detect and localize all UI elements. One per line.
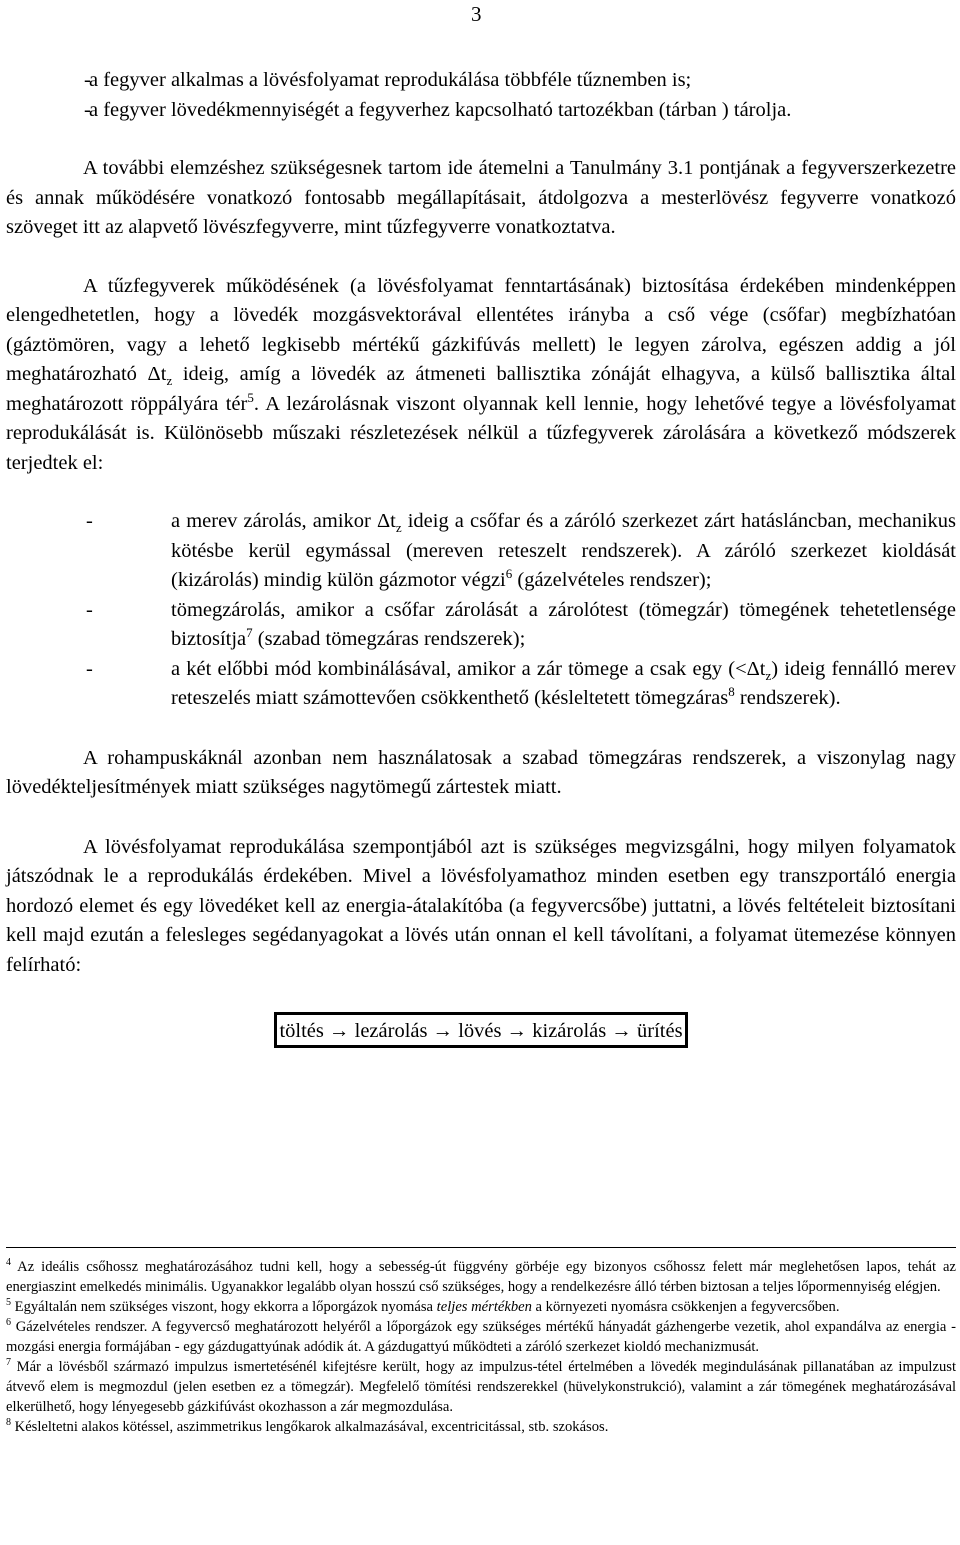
- list-item: - a két előbbi mód kombinálásával, amikor a zár tömege a csak egy $(<\Delta t_z)$ ideig fennálló merev reteszelés miatt számottevően csökkenthető (késleltetett tömegzáras$^8$ rendszerek).: [6, 655, 956, 714]
- process-formula: [6, 1012, 956, 1048]
- footnotes: [6, 1257, 956, 1437]
- list-item: [6, 66, 956, 96]
- paragraph-2: A tűzfegyverek működésének (a lövésfolyamat fenntartásának) biztosítása érdekében mindenképpen elengedhetetlen, hogy a lövedék mozgásvektorával ellentétes irányba a cső vége (csőfar) megbízhatóan (gáztömören, vagy a lehető legkisebb mértékű gázkifúvás mellett) le legyen zárolva, egészen addig a jól meghatározható $\Delta t_z$ ideig, amíg a lövedék az átmeneti ballisztika zónáját elhagyva, a külső ballisztika által meghatározott röppályára tér$^5$. A lezárolásnak viszont olyannak kell lennie, hogy lehetővé tegye a lövésfolyamat reprodukálását is. Különösebb műszaki részletezések nélkül a tűzfegyverek zárolására a következő módszerek terjedtek el:: [6, 274, 956, 474]
- paragraph-4: A lövésfolyamat reprodukálása szempontjából azt is szükséges megvizsgálni, hogy milyen folyamatok játszódnak le a reprodukálás érdekében. Mivel a lövésfolyamathoz minden esetben egy transzportáló energia hordozó elemet és egy lövedéket kell az energia-átalakítóba (a fegyvercsőbe) juttatni, a lövés feltételeit biztosítani kell majd ezután a felesleges segédanyagokat a lövés után onnan el kell távolítani, a folyamat ütemezése könnyen felírható:: [6, 835, 956, 976]
- arrow-icon: →: [329, 1020, 350, 1042]
- list-item-text: a fegyver alkalmas a lövésfolyamat reprodukálása többféle tűznemben is;: [89, 69, 692, 91]
- list-dash: -: [86, 598, 93, 621]
- formula-step: lezárolás: [354, 1020, 428, 1042]
- footnote-5: $^5$ Egyáltalán nem szükséges viszont, hogy ekkorra a lőporgázok nyomása teljes mértékben a környezeti nyomásra csökkenjen a fegyvercsőben.: [6, 1297, 840, 1315]
- footnote-8: $^8$ Késleltetni alakos kötéssel, aszimmetrikus lengőkarok alkalmazásával, excentricitással, stb. szokásos.: [6, 1417, 609, 1435]
- list-dash: -: [84, 98, 91, 121]
- method-list: [6, 507, 956, 714]
- footnote-7: $^7$ Már a lövésből származó impulzus ismertetésénél kifejtésre került, hogy az impulzus-tétel értelmében a lövedék megindulásának pillanatában az impulzust átvevő elem is megmozdul (jelen esetben ez a tömegzár). Megfelelő tömítési rendszerekkel (hüvelykonstrukció), valamint a zár tömegének meghatározásával elkerülhető, hogy lényegesebb gázkifúvást okozhasson a zár megmozdulása.: [6, 1357, 956, 1415]
- list-dash: -: [86, 510, 93, 532]
- requirement-list: [6, 66, 956, 125]
- footnote-6: $^6$ Gázelvételes rendszer. A fegyvercső meghatározott helyéről a lőporgázok egy szükséges mértékű hányadát gázhengerbe vezetik, ahol expandálva az energia - mozgási energia formájában - egy gázdugattyúnak adódik át. A gázdugattyú működteti a záróló szerkezet kioldó mechanizmusát.: [6, 1317, 956, 1355]
- list-item-text: a fegyver lövedékmennyiségét a fegyverhez kapcsolható tartozékban (tárban ) tárolja.: [89, 98, 792, 121]
- footnote-separator: [6, 1247, 956, 1248]
- formula-step: töltés: [279, 1020, 324, 1042]
- formula-step: ürítés: [637, 1020, 683, 1042]
- list-item: - tömegzárolás, amikor a csőfar zárolását a zárolótest (tömegzár) tömegének tehetetlensége biztosítja$^7$ (szabad tömegzáras rendszerek);: [6, 596, 956, 655]
- list-dash: -: [86, 657, 93, 680]
- main-text: [6, 66, 956, 1048]
- list-dash: -: [84, 69, 91, 91]
- formula-step: kizárolás: [532, 1020, 607, 1042]
- page-number: 3: [471, 2, 482, 26]
- footnote-4: $^4$ Az ideális csőhossz meghatározásához tudni kell, hogy a sebesség-út függvény görbéje egy bizonyos csőhossz felett már meglehetősen lapos, tehát az energiaszint emelkedés minimális. Ugyanakkor legalább olyan hosszú cső szükséges, hogy a rendelkezésre álló térben biztosan a teljes lőpormennyiség elégjen.: [6, 1257, 956, 1295]
- formula-box: [274, 1012, 687, 1048]
- formula-step: lövés: [458, 1020, 502, 1042]
- list-item: [6, 96, 956, 126]
- arrow-icon: →: [611, 1020, 632, 1042]
- list-item: - a merev zárolás, amikor $\Delta t_z$ ideig a csőfar és a záróló szerkezet zárt hatásláncban, mechanikus kötésbe kerül egymással (mereven reteszelt rendszerek). A záróló szerkezet kioldását (kizárolás) mindig külön gázmotor végzi$^6$ (gázelvételes rendszer);: [6, 507, 956, 596]
- arrow-icon: →: [506, 1020, 528, 1042]
- paragraph-3: A rohampuskáknál azonban nem használatosak a szabad tömegzáras rendszerek, a viszonylag nagy lövedékteljesítmények miatt szükséges nagytömegű zártestek miatt.: [6, 746, 956, 798]
- arrow-icon: →: [432, 1020, 454, 1042]
- paragraph-1: A további elemzéshez szükségesnek tartom ide átemelni a Tanulmány 3.1 pontjának a fegyverszerkezetre és annak működésére vonatkozó fontosabb megállapításait, átdolgozva a mesterlövész fegyverre vonatkozó szöveget itt az alapvető lövészfegyverre, mint tűzfegyverre vonatkoztatva.: [6, 157, 956, 238]
